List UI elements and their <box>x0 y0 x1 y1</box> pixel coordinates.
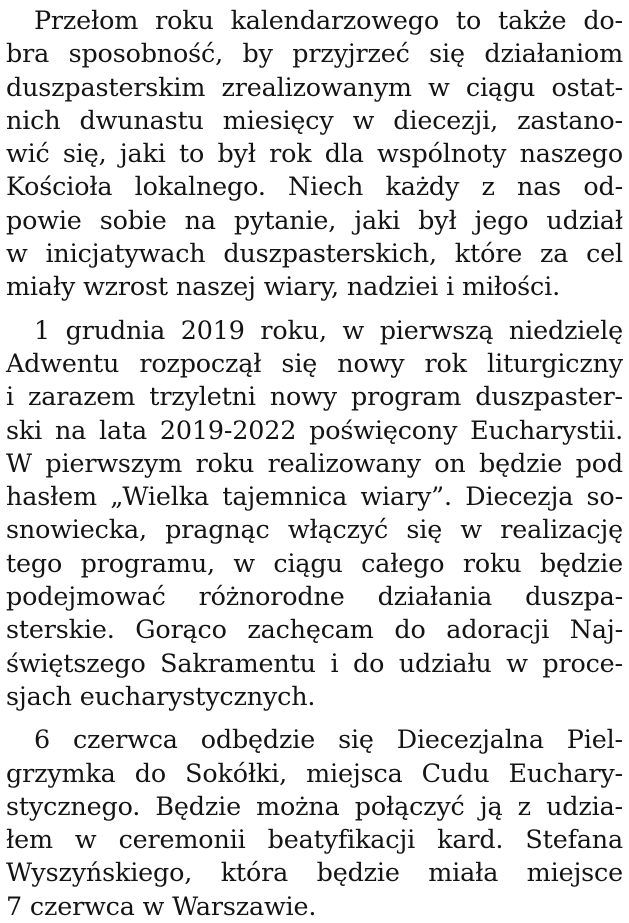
text-line: W pierwszym roku realizowany on będzie pod <box>6 447 623 478</box>
text-line: Adwentu rozpoczął się nowy rok liturgiczny <box>6 347 623 378</box>
text-line: duszpasterskim zrealizowanym w ciągu ostat- <box>6 71 623 102</box>
text-line: ski na lata 2019-2022 poświęcony Eucharystii. <box>6 414 623 445</box>
text-line: 6 czerwca odbędzie się Diecezjalna Piel- <box>34 724 623 755</box>
paragraph-3 <box>6 723 623 923</box>
text-line: Wyszyńskiego, która będzie miała miejsce <box>6 857 623 888</box>
text-line: podejmować różnorodne działania duszpa- <box>6 581 623 612</box>
paragraph-2 <box>6 314 623 714</box>
text-line: powie sobie na pytanie, jaki był jego udział <box>6 204 623 235</box>
text-line: nich dwunastu miesięcy w diecezji, zastano- <box>6 104 623 135</box>
text-line: sterskie. Gorąco zachęcam do adoracji Naj- <box>6 614 623 645</box>
text-line: miały wzrost naszej wiary, nadziei i miłości. <box>6 271 560 302</box>
text-line: w inicjatywach duszpasterskich, które za cel <box>6 238 623 269</box>
paragraph-1 <box>6 4 623 304</box>
text-line: Przełom roku kalendarzowego to także do- <box>34 5 623 35</box>
text-line: stycznego. Będzie można połączyć ją z udzia- <box>6 790 623 821</box>
text-line: świętszego Sakramentu i do udziału w proce- <box>6 647 623 678</box>
text-line: 7 czerwca w Warszawie. <box>6 890 317 921</box>
text-line: snowiecka, pragnąc włączyć się w realizację <box>6 514 623 545</box>
text-line: Kościoła lokalnego. Niech każdy z nas od- <box>6 171 623 202</box>
text-line: bra sposobność, by przyjrzeć się działaniom <box>6 38 623 69</box>
text-line: 1 grudnia 2019 roku, w pierwszą niedzielę <box>34 314 623 345</box>
text-line: łem w ceremonii beatyfikacji kard. Stefana <box>6 824 623 855</box>
text-line: wić się, jaki to był rok dla wspólnoty naszego <box>6 138 623 169</box>
text-line: sjach eucharystycznych. <box>6 680 316 711</box>
text-line: grzymka do Sokółki, miejsca Cudu Euchary- <box>6 757 623 788</box>
text-line: tego programu, w ciągu całego roku będzie <box>6 547 623 578</box>
text-line: hasłem „Wielka tajemnica wiary”. Diecezja so- <box>6 481 623 512</box>
text-line: i zarazem trzyletni nowy program duszpaster- <box>6 381 623 412</box>
